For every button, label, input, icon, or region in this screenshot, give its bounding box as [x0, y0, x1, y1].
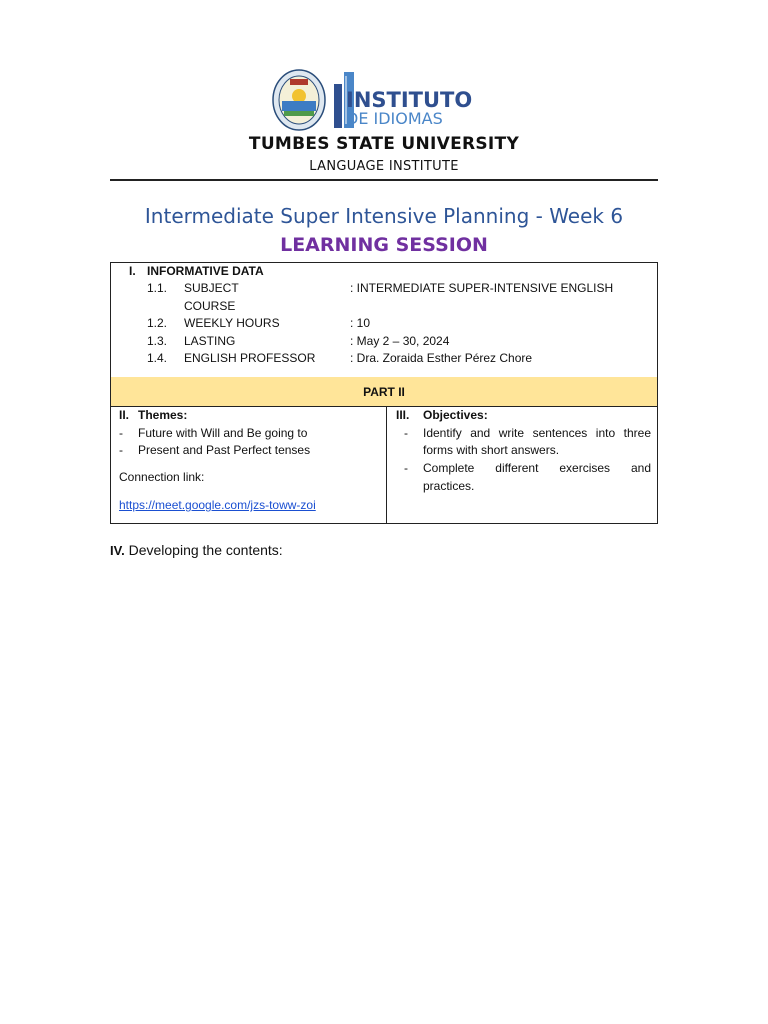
row-value: : 10 [350, 316, 371, 330]
developing-number: IV. [110, 543, 125, 558]
row-label: SUBJECT [184, 281, 239, 295]
header-divider [110, 179, 658, 181]
bullet: - [119, 443, 123, 457]
themes-objectives-section [110, 407, 658, 524]
developing-title: Developing the contents: [128, 542, 283, 558]
connection-link[interactable]: https://meet.google.com/jzs-toww-zoi [119, 498, 316, 512]
section-title: INFORMATIVE DATA [147, 264, 264, 278]
objective-item-line: practices. [423, 479, 475, 493]
informative-data-section [110, 262, 658, 378]
part-two-header: PART II [110, 377, 658, 407]
objectives-number: III. [396, 408, 410, 422]
row-label: WEEKLY HOURS [184, 316, 280, 330]
institute-logo-line2: DE IDIOMAS [346, 109, 443, 128]
bullet: - [404, 461, 408, 475]
row-value: : May 2 – 30, 2024 [350, 334, 450, 348]
university-name: TUMBES STATE UNIVERSITY [248, 134, 520, 154]
column-divider [386, 407, 387, 524]
section-number: I. [129, 264, 136, 278]
objectives-title: Objectives: [423, 408, 488, 422]
university-seal-logo [272, 69, 326, 131]
row-number: 1.3. [147, 334, 168, 348]
connection-label: Connection link: [119, 470, 205, 484]
row-label: ENGLISH PROFESSOR [184, 351, 316, 365]
institute-logo-line1: INSTITUTO [346, 88, 473, 112]
objective-item-line: forms with short answers. [423, 443, 560, 457]
bullet: - [119, 426, 123, 440]
row-value: : INTERMEDIATE SUPER-INTENSIVE ENGLISH [350, 281, 614, 295]
bullet: - [404, 426, 408, 440]
objective-item-line: Identify and write sentences into three [423, 426, 651, 440]
row-number: 1.2. [147, 316, 168, 330]
document-title: Intermediate Super Intensive Planning - Week 6 [144, 204, 624, 228]
institute-logo [332, 68, 498, 130]
row-label-continued: COURSE [184, 299, 236, 313]
theme-item: Present and Past Perfect tenses [138, 443, 311, 457]
row-number: 1.1. [147, 281, 168, 295]
themes-number: II. [119, 408, 130, 422]
institute-subtitle: LANGUAGE INSTITUTE [309, 159, 459, 174]
developing-contents-heading [110, 542, 283, 558]
row-label: LASTING [184, 334, 236, 348]
theme-item: Future with Will and Be going to [138, 426, 308, 440]
objective-item-line: Complete different exercises and [423, 461, 651, 475]
row-value: : Dra. Zoraida Esther Pérez Chore [350, 351, 533, 365]
row-number: 1.4. [147, 351, 168, 365]
themes-title: Themes: [138, 408, 188, 422]
document-subtitle: LEARNING SESSION [280, 234, 488, 256]
